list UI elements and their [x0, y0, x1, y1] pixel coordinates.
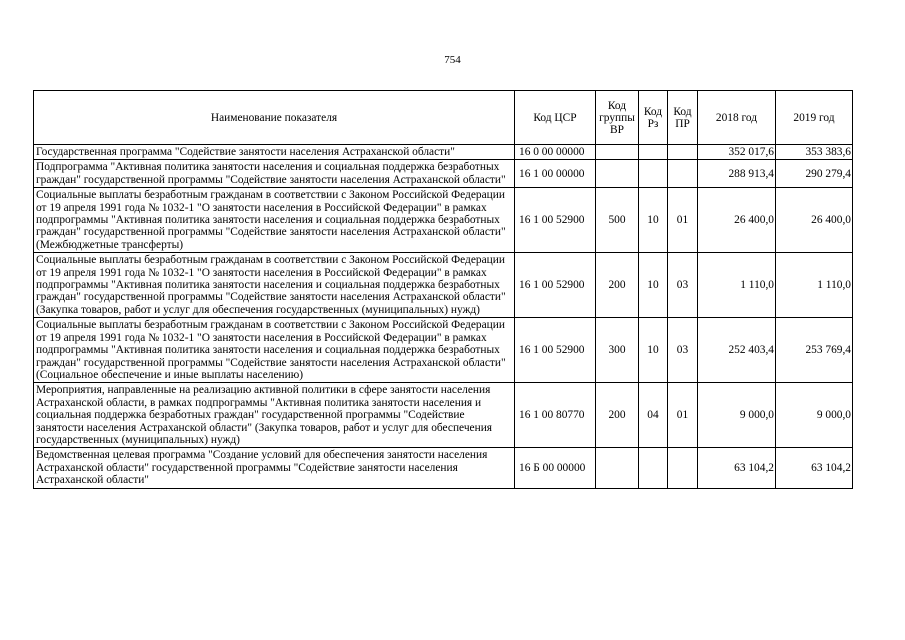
col-header-pr: Код ПР	[668, 91, 698, 145]
row-2019: 1 110,0	[776, 253, 853, 318]
row-rz: 10	[639, 318, 668, 383]
row-2019: 63 104,2	[776, 448, 853, 488]
row-vr: 200	[596, 383, 639, 448]
row-name: Ведомственная целевая программа "Создание условий для обеспечения занятости населения Астраханской области" государственной программы "Содействие занятости населения Астраханской области"	[34, 448, 515, 488]
row-vr	[596, 145, 639, 160]
row-csr: 16 1 00 52900	[515, 318, 596, 383]
row-2018: 352 017,6	[698, 145, 776, 160]
page-number: 754	[444, 54, 461, 66]
row-vr: 300	[596, 318, 639, 383]
row-csr: 16 1 00 80770	[515, 383, 596, 448]
row-rz: 10	[639, 253, 668, 318]
table-row	[34, 145, 853, 160]
row-2018: 1 110,0	[698, 253, 776, 318]
row-csr: 16 1 00 52900	[515, 188, 596, 253]
row-rz: 10	[639, 188, 668, 253]
row-name: Мероприятия, направленные на реализацию активной политики в сфере занятости населения Астраханской области, в рамках подпрограммы "Активная политика занятости населения и социальная поддержка безработных граждан" государственной программы "Содействие занятости населения Астраханской области" (Закупка товаров, работ и услуг для обеспечения государственных (муниципальных) нужд)	[34, 383, 515, 448]
row-pr	[668, 448, 698, 488]
col-header-vr: Код группы ВР	[596, 91, 639, 145]
table-row	[34, 188, 853, 253]
col-header-name: Наименование показателя	[34, 91, 515, 145]
row-2019: 290 279,4	[776, 160, 853, 188]
row-name: Социальные выплаты безработным гражданам в соответствии с Законом Российской Федерации от 19 апреля 1991 года № 1032-1 "О занятости населения в Российской Федерации" в рамках подпрограммы "Активная политика занятости населения и социальная поддержка безработных граждан" государственной программы "Содействие занятости населения Астраханской области" (Социальное обеспечение и иные выплаты населению)	[34, 318, 515, 383]
col-header-csr: Код ЦСР	[515, 91, 596, 145]
row-2018: 252 403,4	[698, 318, 776, 383]
row-vr: 500	[596, 188, 639, 253]
row-pr: 01	[668, 383, 698, 448]
budget-table	[33, 90, 853, 489]
row-rz: 04	[639, 383, 668, 448]
row-rz	[639, 448, 668, 488]
row-name: Подпрограмма "Активная политика занятости населения и социальная поддержка безработных граждан" государственной программы "Содействие занятости населения Астраханской области"	[34, 160, 515, 188]
col-header-rz: Код Рз	[639, 91, 668, 145]
row-pr: 03	[668, 253, 698, 318]
row-name: Социальные выплаты безработным гражданам в соответствии с Законом Российской Федерации от 19 апреля 1991 года № 1032-1 "О занятости населения в Российской Федерации" в рамках подпрограммы "Активная политика занятости населения и социальная поддержка безработных граждан" государственной программы "Содействие занятости населения Астраханской области" (Закупка товаров, работ и услуг для обеспечения государственных (муниципальных) нужд)	[34, 253, 515, 318]
row-pr: 03	[668, 318, 698, 383]
row-csr: 16 Б 00 00000	[515, 448, 596, 488]
col-header-2019: 2019 год	[776, 91, 853, 145]
row-pr	[668, 160, 698, 188]
table-header-row	[34, 91, 853, 145]
row-2019: 26 400,0	[776, 188, 853, 253]
table-row	[34, 448, 853, 488]
row-csr: 16 0 00 00000	[515, 145, 596, 160]
row-name: Социальные выплаты безработным гражданам в соответствии с Законом Российской Федерации от 19 апреля 1991 года № 1032-1 "О занятости населения в Российской Федерации" в рамках подпрограммы "Активная политика занятости населения и социальная поддержка безработных граждан" государственной программы "Содействие занятости населения Астраханской области" (Межбюджетные трансферты)	[34, 188, 515, 253]
row-2019: 9 000,0	[776, 383, 853, 448]
row-2018: 63 104,2	[698, 448, 776, 488]
row-rz	[639, 160, 668, 188]
table-row	[34, 383, 853, 448]
row-vr: 200	[596, 253, 639, 318]
row-name: Государственная программа "Содействие занятости населения Астраханской области"	[34, 145, 515, 160]
row-csr: 16 1 00 00000	[515, 160, 596, 188]
row-2018: 288 913,4	[698, 160, 776, 188]
row-rz	[639, 145, 668, 160]
row-2018: 26 400,0	[698, 188, 776, 253]
row-vr	[596, 160, 639, 188]
row-2019: 253 769,4	[776, 318, 853, 383]
row-pr	[668, 145, 698, 160]
row-2018: 9 000,0	[698, 383, 776, 448]
row-csr: 16 1 00 52900	[515, 253, 596, 318]
table-row	[34, 160, 853, 188]
row-vr	[596, 448, 639, 488]
row-2019: 353 383,6	[776, 145, 853, 160]
col-header-2018: 2018 год	[698, 91, 776, 145]
table-row	[34, 318, 853, 383]
table-row	[34, 253, 853, 318]
row-pr: 01	[668, 188, 698, 253]
